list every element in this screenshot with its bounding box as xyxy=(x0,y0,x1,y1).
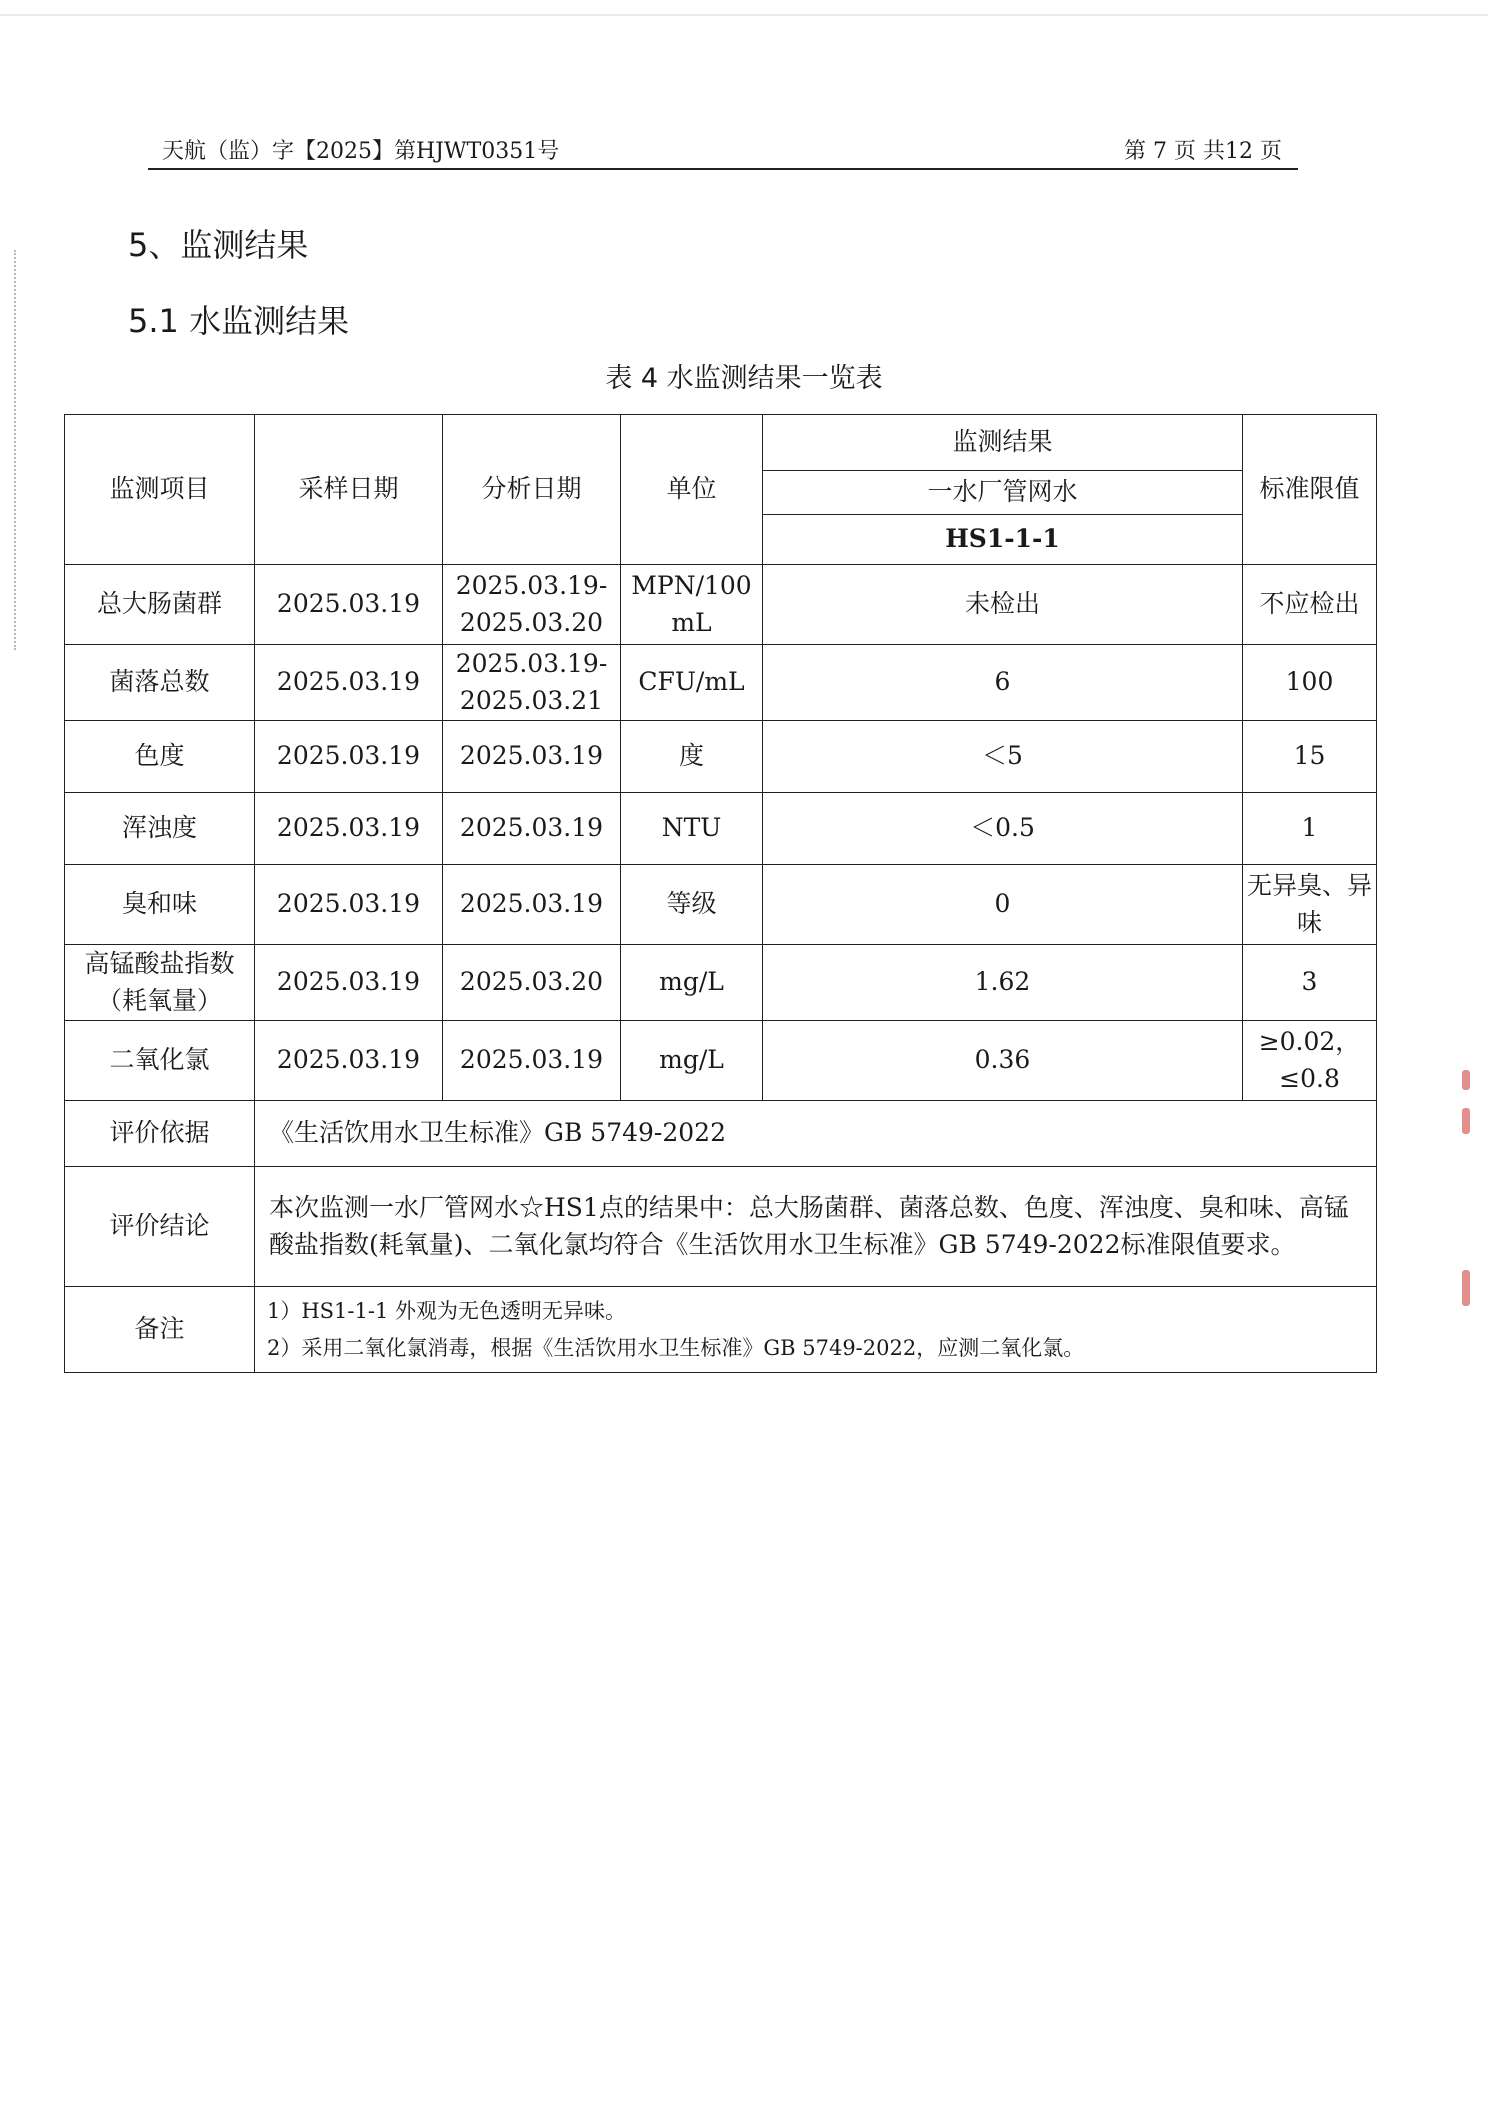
page-info: 第 7 页 共12 页 xyxy=(1124,139,1282,164)
row-unit: mg/L xyxy=(621,1021,763,1101)
seal-fragment-mid xyxy=(1462,1108,1470,1134)
row-standard: ≥0.02，≤0.8 xyxy=(1243,1021,1377,1101)
basis-row xyxy=(65,1101,1377,1167)
table-caption: 表 4 水监测结果一览表 xyxy=(605,363,883,394)
binding-margin-marks xyxy=(14,250,26,650)
header-result: 监测结果 xyxy=(763,415,1243,471)
row-result: 1.62 xyxy=(763,945,1243,1021)
row-item: 二氧化氯 xyxy=(65,1021,255,1101)
table-row xyxy=(65,1021,1377,1101)
row-item: 高锰酸盐指数（耗氧量） xyxy=(65,945,255,1021)
row-analysis-date: 2025.03.19-2025.03.20 xyxy=(443,565,621,645)
row-standard: 100 xyxy=(1243,645,1377,721)
row-analysis-date: 2025.03.19 xyxy=(443,1021,621,1101)
conclusion-value: 本次监测一水厂管网水☆HS1点的结果中：总大肠菌群、菌落总数、色度、浑浊度、臭和味、高锰酸盐指数(耗氧量)、二氧化氯均符合《生活饮用水卫生标准》GB 5749-2022标准限值要求。 xyxy=(255,1167,1377,1287)
row-standard: 15 xyxy=(1243,721,1377,793)
row-result: ＜0.5 xyxy=(763,793,1243,865)
seal-fragment-top xyxy=(1462,1070,1470,1090)
row-result: 0.36 xyxy=(763,1021,1243,1101)
row-sample-date: 2025.03.19 xyxy=(255,721,443,793)
row-result: 6 xyxy=(763,645,1243,721)
note-item: 1）HS1-1-1 外观为无色透明无异味。 xyxy=(267,1298,627,1323)
row-analysis-date: 2025.03.19 xyxy=(443,793,621,865)
row-result: 未检出 xyxy=(763,565,1243,645)
conclusion-row xyxy=(65,1167,1377,1287)
results-table xyxy=(64,414,1377,1373)
row-unit: MPN/100 mL xyxy=(621,565,763,645)
basis-label: 评价依据 xyxy=(65,1101,255,1167)
row-analysis-date: 2025.03.20 xyxy=(443,945,621,1021)
row-analysis-date: 2025.03.19 xyxy=(443,721,621,793)
table-row xyxy=(65,865,1377,945)
row-item: 总大肠菌群 xyxy=(65,565,255,645)
page-header xyxy=(148,128,1298,170)
row-item: 色度 xyxy=(65,721,255,793)
row-standard: 不应检出 xyxy=(1243,565,1377,645)
note-item: 2）采用二氧化氯消毒，根据《生活饮用水卫生标准》GB 5749-2022，应测二氧化氯。 xyxy=(267,1335,1085,1360)
notes-row xyxy=(65,1287,1377,1373)
row-unit: mg/L xyxy=(621,945,763,1021)
row-sample-date: 2025.03.19 xyxy=(255,945,443,1021)
row-item: 菌落总数 xyxy=(65,645,255,721)
row-analysis-date: 2025.03.19-2025.03.21 xyxy=(443,645,621,721)
header-row xyxy=(65,415,1377,471)
doc-number: 天航（监）字【2025】第HJWT0351号 xyxy=(162,139,560,164)
section-title: 5、监测结果 xyxy=(128,226,309,264)
table-row xyxy=(65,945,1377,1021)
row-item: 浑浊度 xyxy=(65,793,255,865)
row-standard: 3 xyxy=(1243,945,1377,1021)
row-sample-date: 2025.03.19 xyxy=(255,565,443,645)
header-item: 监测项目 xyxy=(65,415,255,565)
conclusion-label: 评价结论 xyxy=(65,1167,255,1287)
header-sample-date: 采样日期 xyxy=(255,415,443,565)
notes-label: 备注 xyxy=(65,1287,255,1373)
row-sample-date: 2025.03.19 xyxy=(255,865,443,945)
table-row xyxy=(65,565,1377,645)
seal-fragment-bottom xyxy=(1462,1270,1470,1306)
header-analysis-date: 分析日期 xyxy=(443,415,621,565)
scan-edge xyxy=(0,14,1488,16)
table-row xyxy=(65,645,1377,721)
row-standard: 1 xyxy=(1243,793,1377,865)
row-sample-date: 2025.03.19 xyxy=(255,1021,443,1101)
header-sample-id: HS1-1-1 xyxy=(763,515,1243,565)
notes-cell xyxy=(255,1287,1377,1373)
row-analysis-date: 2025.03.19 xyxy=(443,865,621,945)
table-row xyxy=(65,793,1377,865)
row-unit: 等级 xyxy=(621,865,763,945)
header-unit: 单位 xyxy=(621,415,763,565)
basis-value: 《生活饮用水卫生标准》GB 5749-2022 xyxy=(255,1101,1377,1167)
row-unit: CFU/mL xyxy=(621,645,763,721)
row-unit: NTU xyxy=(621,793,763,865)
header-site: 一水厂管网水 xyxy=(763,471,1243,515)
table-row xyxy=(65,721,1377,793)
row-result: 0 xyxy=(763,865,1243,945)
row-unit: 度 xyxy=(621,721,763,793)
row-result: ＜5 xyxy=(763,721,1243,793)
subsection-title: 5.1 水监测结果 xyxy=(128,302,350,340)
row-standard: 无异臭、异味 xyxy=(1243,865,1377,945)
row-sample-date: 2025.03.19 xyxy=(255,645,443,721)
row-item: 臭和味 xyxy=(65,865,255,945)
row-sample-date: 2025.03.19 xyxy=(255,793,443,865)
header-standard: 标准限值 xyxy=(1243,415,1377,565)
